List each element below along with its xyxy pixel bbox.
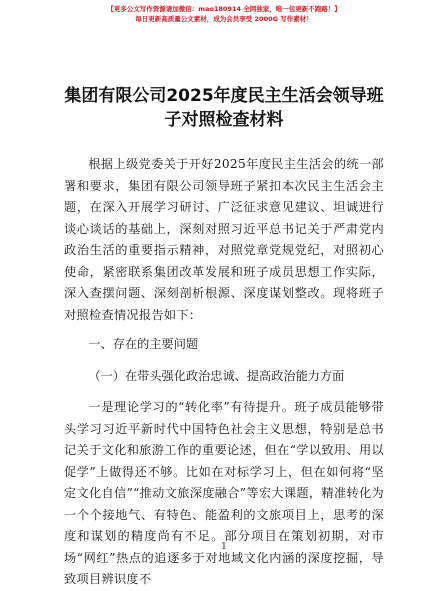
document-title: 集团有限公司2025年度民主生活会领导班子对照检查材料 [64, 86, 384, 130]
section-heading: 一、存在的主要问题 [88, 337, 199, 351]
document-body [64, 154, 384, 591]
subsection-heading: （一）在带头强化政治忠诚、提高政治能力方面 [88, 368, 345, 383]
promo-banner [0, 4, 448, 24]
banner-line-2: 每日更新高质量公文素材，成为会员享受 2000G 写作素材！ [135, 15, 313, 23]
body-paragraph: 一是理论学习的“转化率”有待提升。班子成员能够带头学习习近平新时代中国特色社会主义思想，特别是总书记关于文化和旅游工作的重要论述，但在“学以致用、用以促学”上做得还不够。比如在对标学习上，但在如何将“坚定文化自信”“推动文旅深度融合”等宏大课题，精准转化为一个个接地气、有特色、能盈利的文旅项目上，思考的深度和谋划的精度尚有不足。部分项目在策划初期，对市场“网红”热点的追逐多于对地域文化内涵的深度挖掘，导致项目辨识度不 [64, 400, 384, 586]
banner-line-1: 【更多公文写作资源请加微信：mao180914 全网独家，唯一包更新不跑路！】 [107, 5, 341, 13]
page-number: 1 [221, 542, 227, 552]
intro-paragraph: 根据上级党委关于开好2025年度民主生活会的统一部署和要求，集团有限公司领导班子紧扣本次民主生活会主题，在深入开展学习研讨、广泛征求意见建议、坦诚进行谈心谈话的基础上，深刻对照习近平总书记关于严肃党内政治生活的重要指示精神，对照党章党规党纪，对照初心使命，紧密联系集团改革发展和班子成员思想工作实际，深入查摆问题、深刻剖析根源、深度谋划整改。现将班子对照检查情况报告如下： [64, 157, 384, 322]
